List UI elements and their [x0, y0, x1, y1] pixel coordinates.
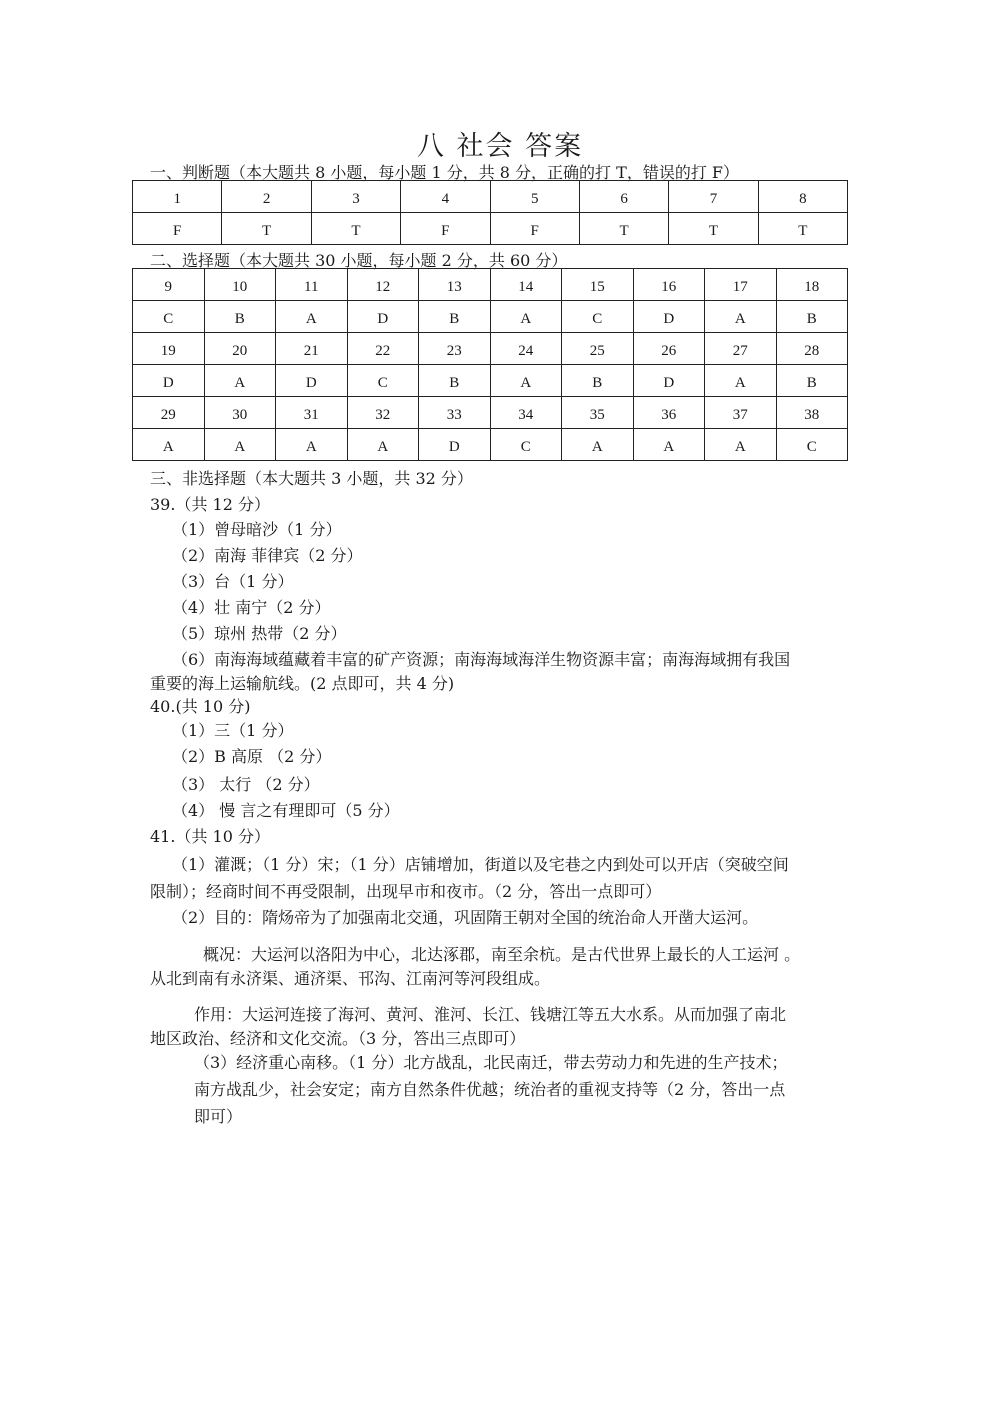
q39-answer-2: （2）南海 菲律宾（2 分）: [172, 546, 363, 565]
question-number-cell: 30: [204, 397, 276, 429]
answer-cell: D: [633, 301, 705, 333]
question-number-cell: 1: [133, 181, 222, 213]
question-number-cell: 2: [222, 181, 311, 213]
q41-answer-2-line4: 作用：大运河连接了海河、黄河、淮河、长江、钱塘江等五大水系。从而加强了南北: [194, 1005, 787, 1024]
answer-cell: B: [562, 365, 634, 397]
answer-cell: A: [133, 429, 205, 461]
judgment-answer-table: [132, 180, 848, 245]
q40-answer-2: （2）B 高原 （2 分）: [172, 747, 332, 766]
question-number-cell: 29: [133, 397, 205, 429]
answer-cell: T: [311, 213, 400, 245]
answer-cell: B: [776, 301, 848, 333]
question-number-cell: 22: [347, 333, 419, 365]
q41-answer-2-line3: 从北到南有永济渠、通济渠、邗沟、江南河等河段组成。: [150, 969, 551, 988]
answer-cell: A: [276, 301, 348, 333]
table-row: [133, 269, 848, 301]
question-number-cell: 6: [579, 181, 668, 213]
q41-answer-3-line3: 即可）: [194, 1107, 243, 1126]
answer-cell: B: [419, 365, 491, 397]
question-number-cell: 24: [490, 333, 562, 365]
question-number-cell: 25: [562, 333, 634, 365]
question-number-cell: 35: [562, 397, 634, 429]
answer-cell: A: [705, 301, 777, 333]
question-number-cell: 37: [705, 397, 777, 429]
answer-cell: A: [204, 365, 276, 397]
answer-cell: D: [133, 365, 205, 397]
table-row: [133, 333, 848, 365]
answer-cell: A: [705, 365, 777, 397]
answer-cell: C: [490, 429, 562, 461]
q41-answer-2-line5: 地区政治、经济和文化交流。（3 分，答出三点即可）: [150, 1029, 526, 1048]
question-number-cell: 10: [204, 269, 276, 301]
table-row: [133, 301, 848, 333]
question-number-cell: 20: [204, 333, 276, 365]
q41-answer-3-line1: （3）经济重心南移。（1 分）北方战乱，北民南迁，带去劳动力和先进的生产技术；: [194, 1053, 788, 1072]
question-number-cell: 18: [776, 269, 848, 301]
answer-cell: T: [758, 213, 847, 245]
question-number-cell: 17: [705, 269, 777, 301]
answer-cell: C: [776, 429, 848, 461]
answer-cell: B: [776, 365, 848, 397]
choice-answer-table: [132, 268, 848, 461]
answer-cell: D: [347, 301, 419, 333]
section1-heading: 一、判断题（本大题共 8 小题，每小题 1 分，共 8 分，正确的打 T，错误的打 F）: [150, 163, 740, 182]
question-number-cell: 32: [347, 397, 419, 429]
question-number-cell: 38: [776, 397, 848, 429]
question-number-cell: 28: [776, 333, 848, 365]
q39-answer-4: （4）壮 南宁（2 分）: [172, 598, 331, 617]
section3-heading: 三、非选择题（本大题共 3 小题，共 32 分）: [150, 469, 473, 488]
q39-heading: 39.（共 12 分）: [150, 495, 270, 514]
answer-cell: A: [204, 429, 276, 461]
q39-answer-5: （5）琼州 热带（2 分）: [172, 624, 347, 643]
q39-answer-3: （3）台（1 分）: [172, 572, 294, 591]
question-number-cell: 36: [633, 397, 705, 429]
answer-cell: A: [705, 429, 777, 461]
question-number-cell: 12: [347, 269, 419, 301]
q40-heading: 40.(共 10 分): [150, 697, 251, 716]
answer-cell: A: [347, 429, 419, 461]
question-number-cell: 11: [276, 269, 348, 301]
question-number-cell: 16: [633, 269, 705, 301]
q41-answer-2-line1: （2）目的：隋炀帝为了加强南北交通，巩固隋王朝对全国的统治命人开凿大运河。: [172, 908, 759, 927]
section2-heading: 二、选择题（本大题共 30 小题，每小题 2 分，共 60 分）: [150, 251, 568, 270]
q39-answer-1: （1）曾母暗沙（1 分）: [172, 520, 342, 539]
question-number-cell: 19: [133, 333, 205, 365]
q41-heading: 41.（共 10 分）: [150, 827, 270, 846]
answer-cell: T: [669, 213, 758, 245]
question-number-cell: 13: [419, 269, 491, 301]
question-number-cell: 21: [276, 333, 348, 365]
question-number-cell: 33: [419, 397, 491, 429]
q41-answer-3-line2: 南方战乱少，社会安定；南方自然条件优越；统治者的重视支持等（2 分，答出一点: [194, 1080, 786, 1099]
question-number-cell: 27: [705, 333, 777, 365]
answer-cell: B: [419, 301, 491, 333]
answer-cell: F: [401, 213, 490, 245]
question-number-cell: 8: [758, 181, 847, 213]
question-number-cell: 5: [490, 181, 579, 213]
question-number-cell: 3: [311, 181, 400, 213]
q41-answer-1-line2: 限制）；经商时间不再受限制，出现早市和夜市。（2 分，答出一点即可）: [150, 882, 662, 901]
answer-cell: A: [276, 429, 348, 461]
answer-cell: A: [562, 429, 634, 461]
answer-cell: F: [490, 213, 579, 245]
question-number-cell: 15: [562, 269, 634, 301]
question-number-cell: 9: [133, 269, 205, 301]
table-row: [133, 397, 848, 429]
answer-cell: T: [579, 213, 668, 245]
answer-cell: D: [276, 365, 348, 397]
question-number-cell: 23: [419, 333, 491, 365]
question-number-cell: 26: [633, 333, 705, 365]
q40-answer-3: （3） 太行 （2 分）: [172, 775, 320, 794]
question-number-cell: 34: [490, 397, 562, 429]
answer-cell: A: [490, 301, 562, 333]
q41-answer-1-line1: （1）灌溉；（1 分）宋；（1 分）店铺增加，街道以及宅巷之内到处可以开店（突破空间: [172, 855, 789, 874]
question-number-cell: 7: [669, 181, 758, 213]
table-row: [133, 365, 848, 397]
answer-cell: T: [222, 213, 311, 245]
q39-answer-6-line1: （6）南海海域蕴藏着丰富的矿产资源；南海海域海洋生物资源丰富；南海海域拥有我国: [172, 650, 791, 669]
answer-cell: C: [347, 365, 419, 397]
answer-cell: C: [562, 301, 634, 333]
answer-cell: D: [419, 429, 491, 461]
answer-cell: B: [204, 301, 276, 333]
question-number-cell: 4: [401, 181, 490, 213]
q40-answer-1: （1）三（1 分）: [172, 721, 294, 740]
question-number-cell: 31: [276, 397, 348, 429]
q40-answer-4: （4） 慢 言之有理即可（5 分）: [172, 801, 400, 820]
answer-cell: A: [490, 365, 562, 397]
answer-cell: C: [133, 301, 205, 333]
answer-cell: F: [133, 213, 222, 245]
q41-answer-2-line2: 概况：大运河以洛阳为中心，北达涿郡，南至余杭。是古代世界上最长的人工运河 。: [203, 945, 801, 964]
table-row: [133, 213, 848, 245]
answer-cell: A: [633, 429, 705, 461]
table-row: [133, 429, 848, 461]
answer-cell: D: [633, 365, 705, 397]
q39-answer-6-line2: 重要的海上运输航线。(2 点即可，共 4 分): [150, 674, 455, 693]
question-number-cell: 14: [490, 269, 562, 301]
table-row: [133, 181, 848, 213]
page-title: 八 社会 答案: [416, 131, 584, 162]
